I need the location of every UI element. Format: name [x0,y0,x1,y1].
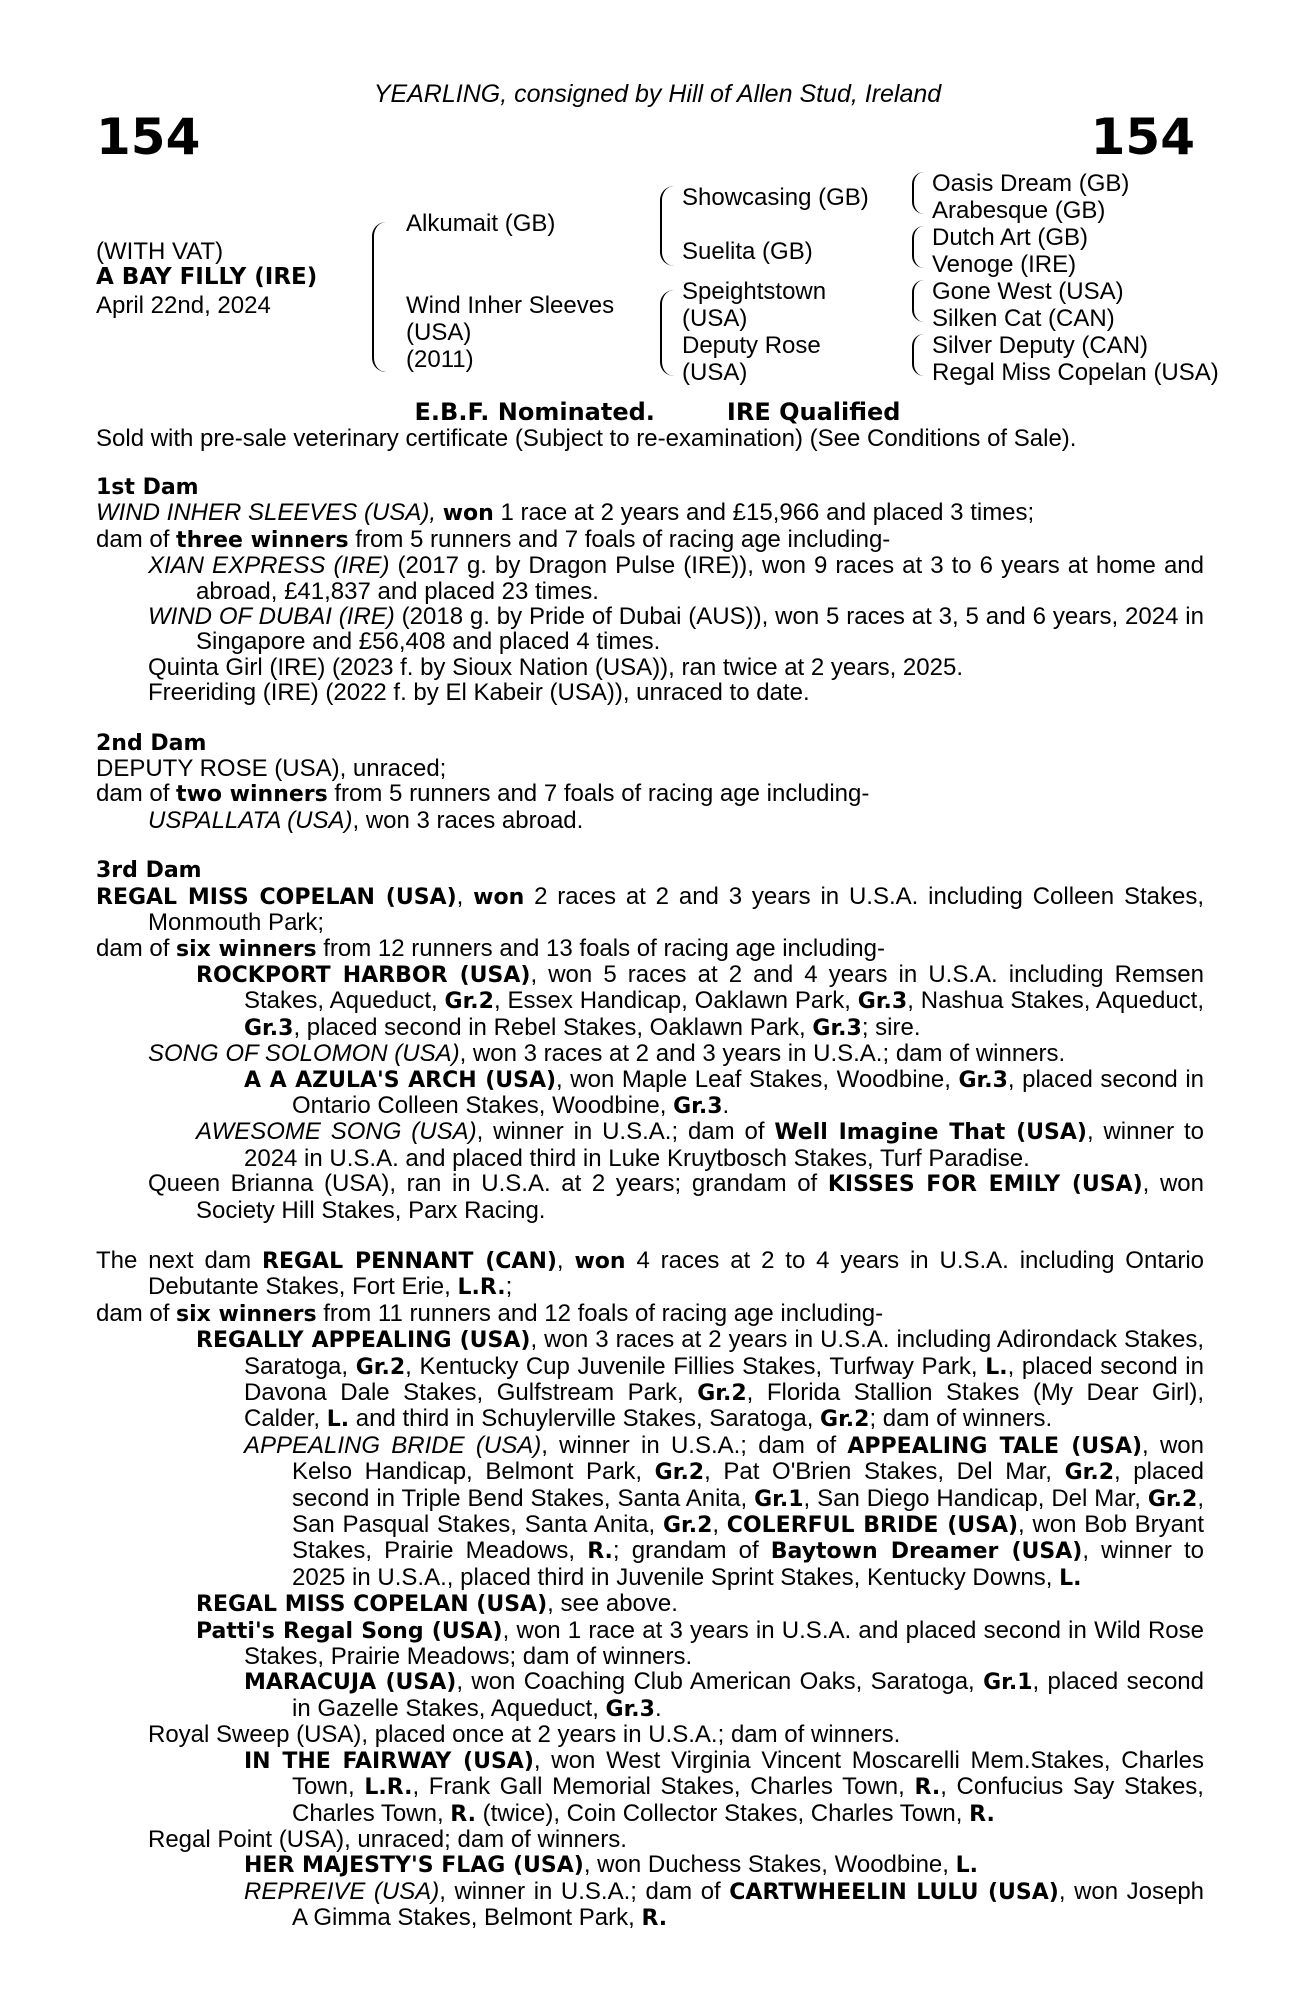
second-dam-produce: dam of two winners from 5 runners and 7 foals of racing age including- [96,780,870,808]
sire: Alkumait (GB) [406,210,556,237]
dam-dam-line-2: (USA) [682,359,748,386]
pedigree-bracket-6 [912,280,924,322]
ire-note: IRE Qualified [726,398,901,426]
list-item: USPALLATA (USA), won 3 races abroad. [148,806,584,834]
lot-number-left: 154 [96,108,201,166]
pedigree-bracket-3 [660,290,674,376]
dam-sire-line-1: Speightstown [682,278,827,305]
list-item: REGALLY APPEALING (USA), won 3 races at 2 years in U.S.A. including Adirondack Stakes, Saratoga, Gr.2, Kentucky Cup Juvenile Fillies Stakes, Turfway Park, L., placed second in Davona Dale Stakes, Gulfstream Park, Gr.2, Florida Stallion Stakes (My Dear Girl), Calder, L. and third in Schuylerville Stakes, Saratoga, Gr.2; dam of winners. [196,1326,1205,1433]
dam-sire-line-2: (USA) [682,305,748,332]
list-item: IN THE FAIRWAY (USA), won West Virginia Vincent Moscarelli Mem.Stakes, Charles Town, L.R., Frank Gall Memorial Stakes, Charles Town, R., Confucius Say Stakes, Charles Town, R. (twice), Coin Collector Stakes, Charles Town, R. [244,1746,1205,1827]
dds: Silver Deputy (CAN) [932,332,1149,359]
list-item: Freeriding (IRE) (2022 f. by El Kabeir (USA)), unraced to date. [148,679,810,707]
third-dam-heading: 3rd Dam [96,858,202,884]
catalogue-body [96,475,1204,1932]
first-dam-heading: 1st Dam [96,475,199,500]
ebf-note: E.B.F. Nominated. [414,398,655,426]
consignment-line: YEARLING, consigned by Hill of Allen Stud, Ireland [373,80,942,108]
first-dam-produce: dam of three winners from 5 runners and 7 foals of racing age including- [96,525,891,553]
next-dam-produce: dam of six winners from 11 runners and 12 foals of racing age including- [96,1299,884,1327]
nomination-line [0,398,1315,426]
list-item: SONG OF SOLOMON (USA), won 3 races at 2 and 3 years in U.S.A.; dam of winners. [148,1040,1066,1068]
list-item: MARACUJA (USA), won Coaching Club American Oaks, Saratoga, Gr.1, placed second in Gazelle Stakes, Aqueduct, Gr.3. [244,1668,1204,1722]
first-dam-line: WIND INHER SLEEVES (USA), won 1 race at 2 years and £15,966 and placed 3 times; [96,499,1035,527]
list-item: Queen Brianna (USA), ran in U.S.A. at 2 years; grandam of KISSES FOR EMILY (USA), won Society Hill Stakes, Parx Racing. [148,1170,1204,1224]
list-item: XIAN EXPRESS (IRE) (2017 g. by Dragon Pulse (IRE)), won 9 races at 3 to 6 years at home and abroad, £41,837 and placed 23 times. [148,552,1204,605]
pedigree-bracket-7 [912,334,924,376]
sire-dam: Suelita (GB) [682,238,813,265]
lot-number-right: 154 [1090,108,1195,166]
list-item: AWESOME SONG (USA), winner in U.S.A.; dam of Well Imagine That (USA), winner to 2024 in U.S.A. and placed third in Luke Kruytbosch Stakes, Turf Paradise. [196,1118,1205,1172]
pedigree-bracket-2 [660,186,674,266]
sdd: Venoge (IRE) [932,251,1077,278]
list-item: APPEALING BRIDE (USA), winner in U.S.A.; dam of APPEALING TALE (USA), won Kelso Handicap, Belmont Park, Gr.2, Pat O'Brien Stakes, Del Mar, Gr.2, placed second in Triple Bend Stakes, Santa Anita, Gr.1, San Diego Handicap, Del Mar, Gr.2, San Pasqual Stakes, Santa Anita, Gr.2, COLERFUL BRIDE (USA), won Bob Bryant Stakes, Prairie Meadows, R.; grandam of Baytown Dreamer (USA), winner to 2025 in U.S.A., placed third in Juvenile Sprint Stakes, Kentucky Downs, L. [244,1431,1205,1591]
sale-note: Sold with pre-sale veterinary certificate (Subject to re-examination) (See Conditions of Sale). [96,425,1077,452]
next-dam-line: The next dam REGAL PENNANT (CAN), won 4 races at 2 to 4 years in U.S.A. including Ontario Debutante Stakes, Fort Erie, L.R.; [96,1246,1205,1301]
second-dam-heading: 2nd Dam [96,730,207,756]
list-item: HER MAJESTY'S FLAG (USA), won Duchess Stakes, Woodbine, L. [244,1851,978,1879]
sds: Dutch Art (GB) [932,224,1089,251]
horse-name: A BAY FILLY (IRE) [96,264,318,290]
dam-line-2: (USA) [406,319,472,346]
ssd: Arabesque (GB) [932,197,1106,224]
sire-sire: Showcasing (GB) [682,184,869,211]
ddd: Regal Miss Copelan (USA) [932,359,1219,386]
list-item: WIND OF DUBAI (IRE) (2018 g. by Pride of Dubai (AUS)), won 5 races at 3, 5 and 6 years, 2024 in Singapore and £56,408 and placed 4 times. [148,603,1204,656]
list-item: A A AZULA'S ARCH (USA), won Maple Leaf Stakes, Woodbine, Gr.3, placed second in Ontario Colleen Stakes, Woodbine, Gr.3. [244,1065,1204,1119]
third-dam-produce: dam of six winners from 12 runners and 13 foals of racing age including- [96,934,885,962]
dam-dam-line-1: Deputy Rose [682,332,821,359]
pedigree-bracket-5 [912,226,924,268]
list-item: Patti's Regal Song (USA), won 1 race at 3 years in U.S.A. and placed second in Wild Rose Stakes, Prairie Meadows; dam of winners. [196,1616,1204,1671]
dss: Gone West (USA) [932,278,1124,305]
list-item: REGAL MISS COPELAN (USA), see above. [196,1590,678,1618]
list-item: Royal Sweep (USA), placed once at 2 years in U.S.A.; dam of winners. [148,1721,901,1749]
third-dam-line: REGAL MISS COPELAN (USA), won 2 races at 2 and 3 years in U.S.A. including Colleen Stakes, Monmouth Park; [96,882,1204,937]
dam-line-3: (2011) [406,346,474,373]
sss: Oasis Dream (GB) [932,170,1130,197]
second-dam-line: DEPUTY ROSE (USA), unraced; [96,755,447,783]
vat-note: (WITH VAT) [96,238,224,265]
list-item: ROCKPORT HARBOR (USA), won 5 races at 2 and 4 years in U.S.A. including Remsen Stakes, Aqueduct, Gr.2, Essex Handicap, Oaklawn Park, Gr.3, Nashua Stakes, Aqueduct, Gr.3, placed second in Rebel Stakes, Oaklawn Park, Gr.3; sire. [196,960,1204,1041]
list-item: Regal Point (USA), unraced; dam of winners. [148,1825,627,1853]
list-item: REPREIVE (USA), winner in U.S.A.; dam of CARTWHEELIN LULU (USA), won Joseph A Gimma Stakes, Belmont Park, R. [244,1877,1205,1932]
foaling-date: April 22nd, 2024 [96,292,271,319]
pedigree-bracket-1 [372,222,388,372]
dam-line-1: Wind Inher Sleeves [406,292,615,319]
list-item: Quinta Girl (IRE) (2023 f. by Sioux Nation (USA)), ran twice at 2 years, 2025. [148,653,963,681]
dsd: Silken Cat (CAN) [932,305,1115,332]
pedigree-bracket-4 [912,172,924,214]
